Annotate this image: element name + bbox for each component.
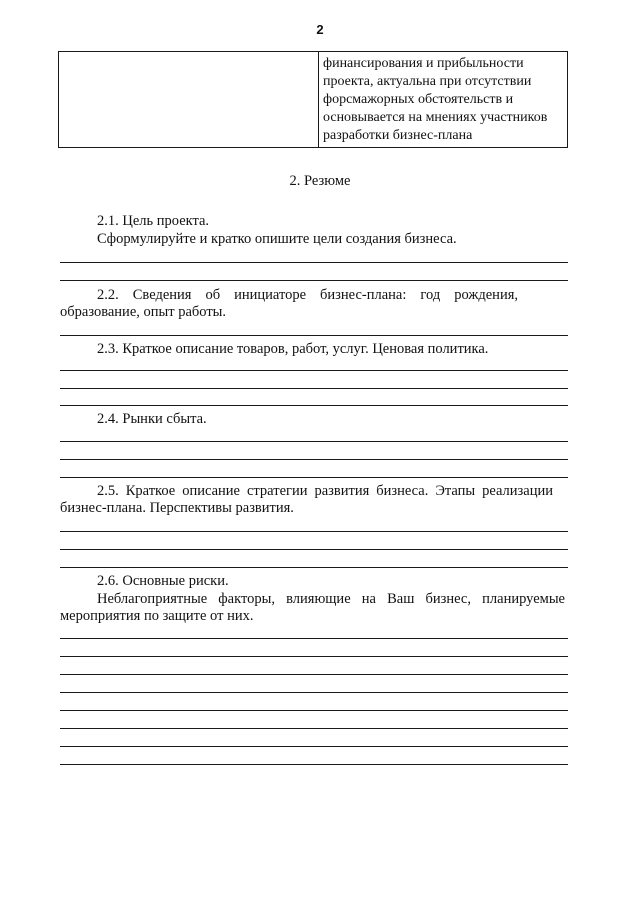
fill-in-line (60, 477, 568, 478)
item-2-2-line-2: образование, опыт работы. (60, 304, 227, 320)
table-row (59, 52, 568, 148)
page-number: 2 (316, 22, 324, 37)
fill-in-line (60, 388, 568, 389)
table-cell-description (319, 52, 568, 148)
cell-text-line: финансирования и прибыльности (323, 56, 524, 71)
cell-text-line: разработки бизнес-плана (323, 128, 473, 143)
item-2-6-line-2: мероприятия по защите от них. (60, 608, 254, 624)
item-2-5-line-2: бизнес-плана. Перспективы развития. (60, 500, 294, 516)
fill-in-line (60, 549, 568, 550)
cell-text-line: основывается на мнениях участников (323, 110, 548, 125)
fill-in-line (60, 656, 568, 657)
fill-in-line (60, 764, 568, 765)
fill-in-line (60, 531, 568, 532)
fill-in-line (60, 746, 568, 747)
cell-text-line: проекта, актуальна при отсутствии (323, 74, 532, 89)
cell-text (319, 52, 567, 145)
fill-in-line (60, 280, 568, 281)
fill-in-line (60, 262, 568, 263)
fill-in-line (60, 567, 568, 568)
item-2-2-line-1: 2.2. Сведения об инициаторе бизнес-плана: год рождения, (97, 287, 518, 303)
section-heading: 2. Резюме (289, 173, 351, 189)
continuation-table (58, 51, 568, 148)
fill-in-line (60, 638, 568, 639)
table-cell-empty (59, 52, 319, 148)
item-2-6-line-1: Неблагоприятные факторы, влияющие на Ваш бизнес, планируемые (97, 591, 565, 607)
fill-in-line (60, 710, 568, 711)
fill-in-line (60, 728, 568, 729)
fill-in-line (60, 692, 568, 693)
fill-in-line (60, 459, 568, 460)
fill-in-line (60, 370, 568, 371)
cell-text-line: форсмажорных обстоятельств и (323, 92, 514, 107)
item-2-5-line-1: 2.5. Краткое описание стратегии развития бизнеса. Этапы реализации (97, 483, 553, 499)
item-2-3-title: 2.3. Краткое описание товаров, работ, услуг. Ценовая политика. (97, 341, 489, 357)
fill-in-line (60, 441, 568, 442)
item-2-6-title: 2.6. Основные риски. (97, 573, 229, 589)
item-2-1-instruction: Сформулируйте и кратко опишите цели создания бизнеса. (97, 231, 457, 247)
item-2-4-title: 2.4. Рынки сбыта. (97, 411, 207, 427)
fill-in-line (60, 335, 568, 336)
item-2-1-title: 2.1. Цель проекта. (97, 213, 210, 229)
fill-in-line (60, 674, 568, 675)
fill-in-line (60, 405, 568, 406)
